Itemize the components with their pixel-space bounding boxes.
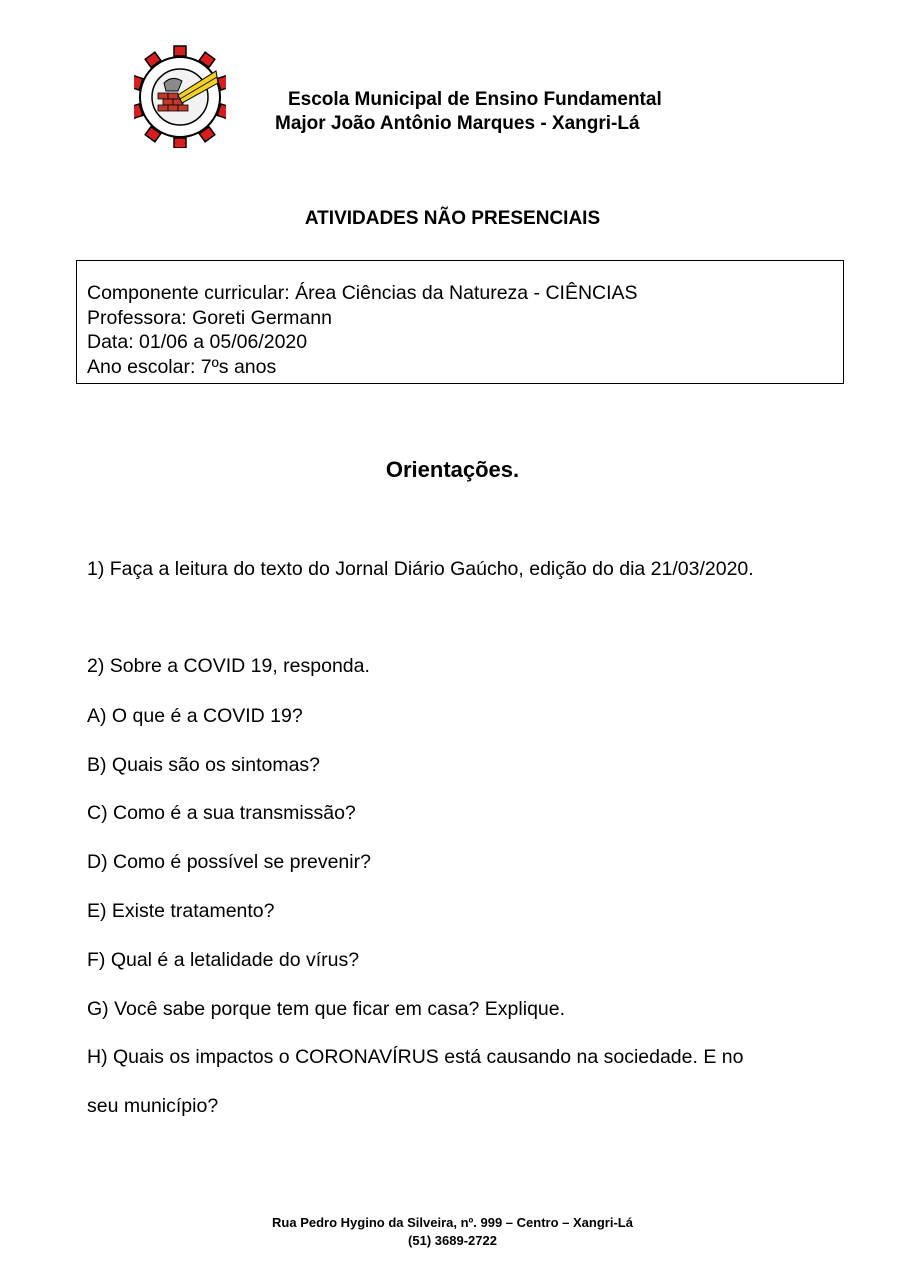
- question-2h-line-2: seu município?: [87, 1095, 219, 1117]
- school-year: Ano escolar: 7ºs anos: [87, 355, 277, 378]
- question-2: 2) Sobre a COVID 19, responda.: [87, 655, 370, 677]
- curricular-component: Componente curricular: Área Ciências da Natureza - CIÊNCIAS: [87, 282, 638, 304]
- question-2f: F) Qual é a letalidade do vírus?: [87, 949, 360, 971]
- page-title: ATIVIDADES NÃO PRESENCIAIS: [304, 208, 601, 229]
- teacher-name: Professora: Goreti Germann: [87, 306, 332, 329]
- question-2b: B) Quais são os sintomas?: [87, 754, 321, 776]
- school-name-line-2: Major João Antônio Marques - Xangri-Lá: [275, 113, 640, 134]
- question-2a: A) O que é a COVID 19?: [87, 705, 303, 727]
- footer-address: Rua Pedro Hygino da Silveira, nº. 999 – Centro – Xangri-Lá: [272, 1215, 633, 1230]
- footer: [0, 1214, 905, 1250]
- question-2e: E) Existe tratamento?: [87, 900, 275, 922]
- question-2c: C) Como é a sua transmissão?: [87, 802, 356, 824]
- question-1: 1) Faça a leitura do texto do Jornal Diário Gaúcho, edição do dia 21/03/2020.: [87, 558, 754, 580]
- question-2h-line-1: H) Quais os impactos o CORONAVÍRUS está causando na sociedade. E no: [87, 1046, 744, 1068]
- orientations-heading: Orientações.: [385, 457, 520, 482]
- question-2g: G) Você sabe porque tem que ficar em casa? Explique.: [87, 998, 566, 1020]
- school-crest-logo-icon: [134, 43, 226, 148]
- date-range: Data: 01/06 a 05/06/2020: [87, 331, 308, 353]
- info-box: [76, 260, 844, 384]
- footer-phone: (51) 3689-2722: [408, 1233, 497, 1248]
- school-name-line-1: Escola Municipal de Ensino Fundamental: [288, 89, 662, 110]
- question-2d: D) Como é possível se prevenir?: [87, 851, 371, 873]
